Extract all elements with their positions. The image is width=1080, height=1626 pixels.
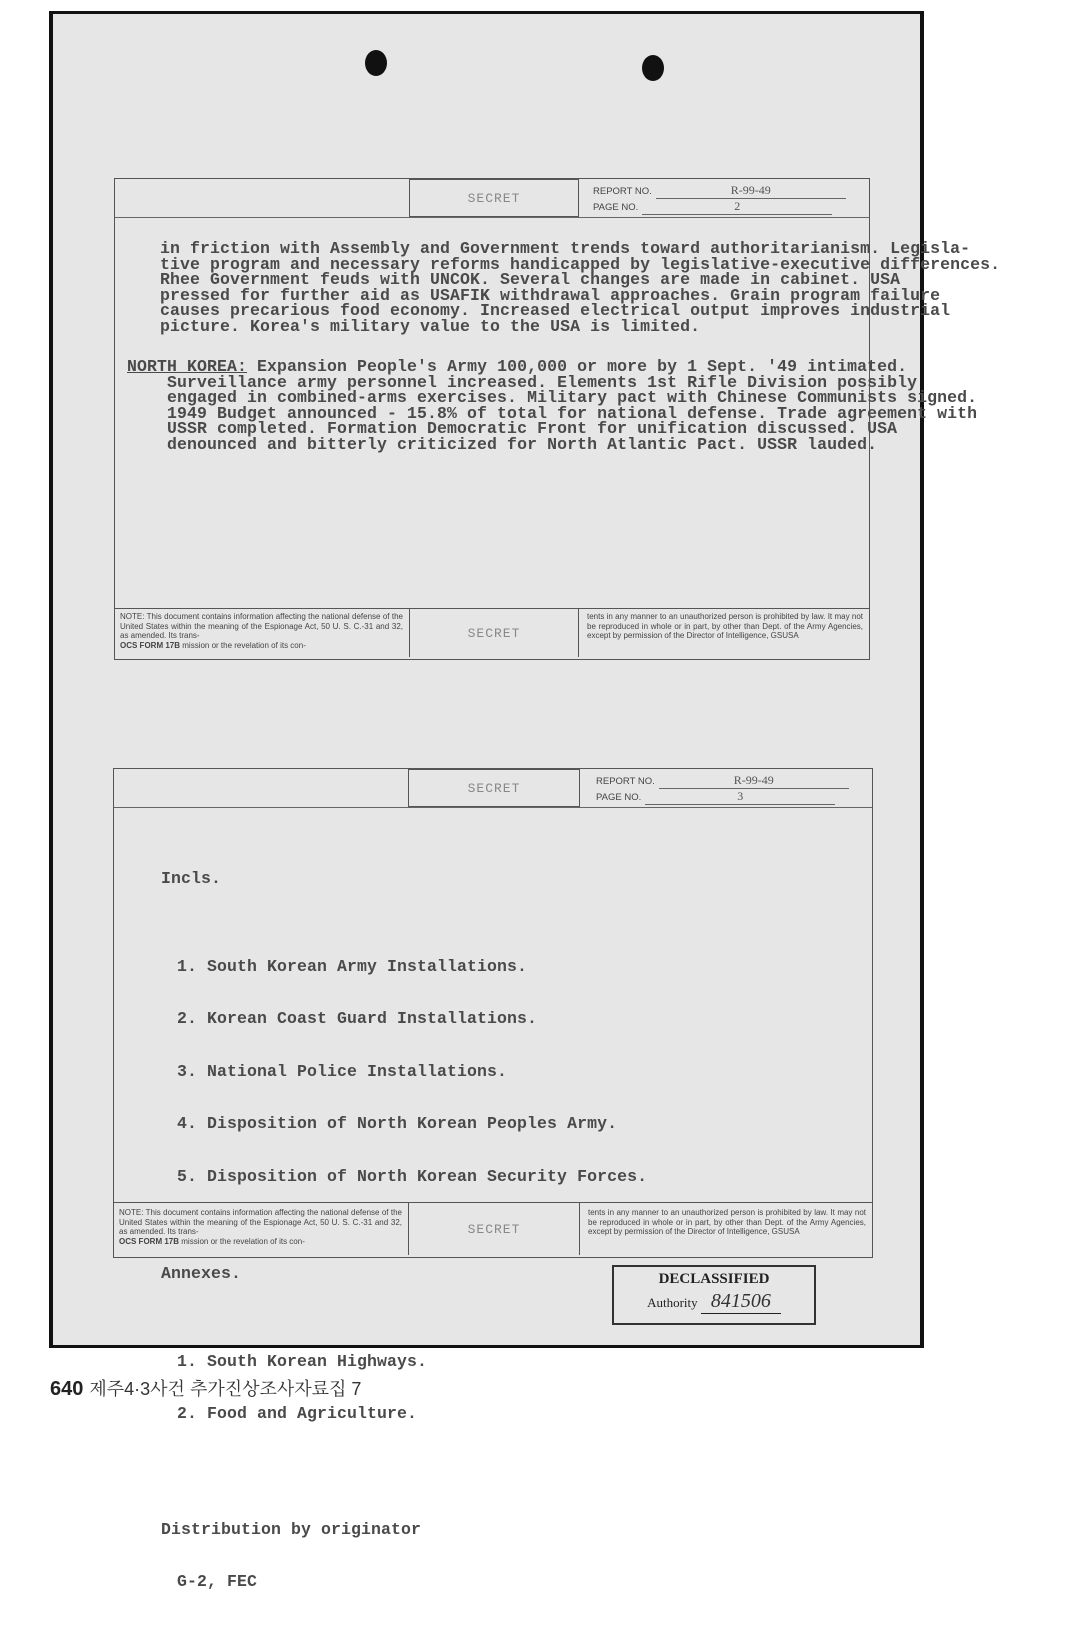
authority-label: Authority	[647, 1295, 698, 1310]
book-title: 제주4·3사건 추가진상조사자료집 7	[89, 1379, 362, 1399]
declassified-stamp	[612, 1265, 816, 1325]
secret-label: SECRET	[408, 769, 580, 807]
page-no-label: PAGE NO.	[596, 792, 642, 803]
form-footer	[114, 1202, 872, 1257]
form-header	[115, 179, 869, 218]
list-item: 4. Disposition of North Korean Peoples Army.	[177, 1114, 618, 1133]
list-item: 2. Food and Agriculture.	[177, 1404, 418, 1423]
punch-hole	[642, 55, 664, 81]
form-number: OCS FORM 17B	[120, 640, 181, 650]
list-item: 5. Disposition of North Korean Security Forces.	[177, 1166, 648, 1186]
footer-note-left	[120, 612, 403, 650]
page-no: 2	[642, 199, 832, 215]
footer-note-left	[119, 1208, 402, 1246]
report-no-label: REPORT NO.	[593, 186, 652, 197]
note-text: NOTE: This document contains information affecting the national defense of the United States within the meaning of the Espionage Act, 50 U. S. C.-31 and 32, as amended. Its trans-	[119, 1208, 402, 1237]
report-info	[593, 183, 846, 215]
page-no-label: PAGE NO.	[593, 202, 639, 213]
punch-hole	[365, 50, 387, 76]
list-item: 1. South Korean Army Installations.	[177, 956, 528, 976]
north-korea-heading: NORTH KOREA:	[127, 357, 248, 376]
footer-secret-label: SECRET	[408, 1203, 580, 1255]
stamp-authority	[614, 1290, 814, 1314]
distribution-to: G-2, FEC	[177, 1572, 258, 1591]
authority-value: 841506	[701, 1290, 781, 1314]
report-no-label: REPORT NO.	[596, 776, 655, 787]
paragraph-south-korea: in friction with Assembly and Government trends toward authoritarianism. Legisla- tive program and necessary reforms handicapped by legislative-executive differences. Rhee Government feuds with UNCOK. Several changes are made in cabinet. USA pressed for further aid as USAFIK withdrawal approaches. Grain program failure causes precarious food economy. Increased electrical output improves industrial picture. Korea's military value to the USA is limited.	[160, 239, 1001, 336]
report-no: R-99-49	[659, 773, 849, 789]
book-footer	[50, 1375, 361, 1401]
report-page-2	[114, 178, 1001, 660]
form-number: OCS FORM 17B	[119, 1236, 180, 1246]
list-item: 2. Korean Coast Guard Installations.	[177, 1009, 538, 1028]
note-text: NOTE: This document contains information affecting the national defense of the United States within the meaning of the Espionage Act, 50 U. S. C.-31 and 32, as amended. Its trans-	[120, 612, 403, 641]
list-item: 1. South Korean Highways.	[177, 1351, 428, 1371]
note-text: mission or the revelation of its con-	[182, 640, 306, 650]
north-korea-text: Expansion People's Army 100,000 or more by 1 Sept. '49 intimated. Surveillance army personnel increased. Elements 1st Rifle Division possibly engaged in combined-arms exercises. Military pact with Chinese Communists signed. 1949 Budget announced - 15.8% of total for national defense. Trade agreement with USSR completed. Formation Democratic Front for unification discussed. USA denounced and bitterly criticized for North Atlantic Pact. USSR lauded.	[167, 357, 978, 454]
report-info	[596, 773, 849, 805]
incls-heading: Incls.	[161, 869, 222, 888]
secret-label: SECRET	[409, 179, 579, 217]
footer-secret-label: SECRET	[409, 609, 579, 657]
form-header	[114, 769, 872, 808]
form-footer	[115, 608, 869, 659]
note-text: mission or the revelation of its con-	[181, 1236, 305, 1246]
footer-note-right: tents in any manner to an unauthorized person is prohibited by law. It may not be reproduced in whole or in part, by other than Dept. of the Army Agencies, except by permission of the Director of Intelligence, GSUSA	[587, 612, 863, 641]
footer-note-right: tents in any manner to an unauthorized person is prohibited by law. It may not be reproduced in whole or in part, by other than Dept. of the Army Agencies, except by permission of the Director of Intelligence, GSUSA	[588, 1208, 866, 1237]
stamp-title: DECLASSIFIED	[658, 1271, 770, 1287]
distribution: Distribution by originator	[161, 1519, 422, 1539]
incls-list	[161, 923, 647, 1221]
paragraph-north-korea	[127, 359, 977, 453]
list-item: 3. National Police Installations.	[177, 1061, 508, 1081]
page-no: 3	[645, 789, 835, 805]
page-number: 640	[50, 1378, 84, 1400]
report-no: R-99-49	[656, 183, 846, 199]
annexes-heading: Annexes.	[161, 1264, 242, 1283]
